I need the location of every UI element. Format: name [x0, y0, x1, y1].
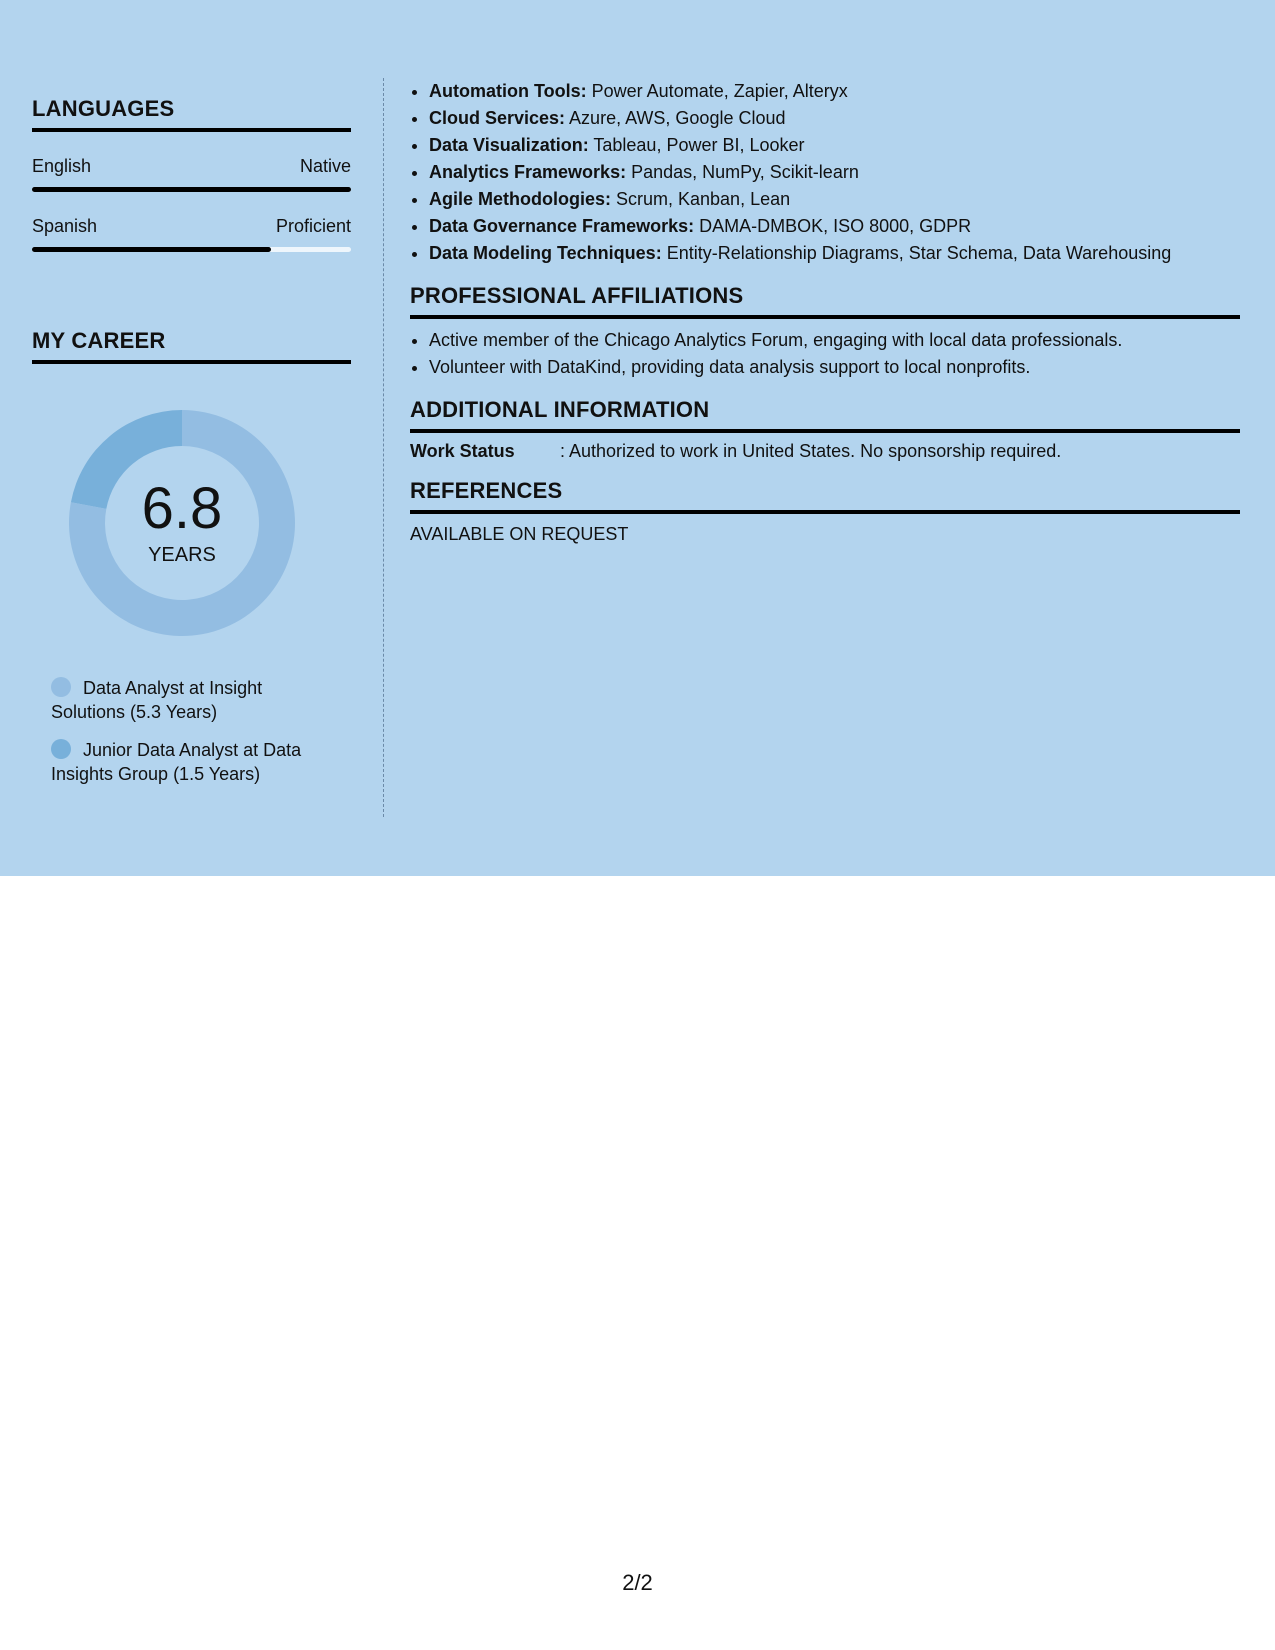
language-proficiency-fill — [32, 187, 351, 192]
language-item — [32, 216, 351, 252]
legend-item — [51, 676, 341, 724]
legend-label: Junior Data Analyst at Data Insights Group (1.5 Years) — [51, 740, 302, 784]
column-divider — [383, 78, 384, 817]
language-proficiency-fill — [32, 247, 271, 252]
career-donut-chart — [67, 408, 297, 638]
language-name: Spanish — [32, 216, 98, 236]
affiliation-item: • Volunteer with DataKind, providing data analysis support to local nonprofits. — [429, 354, 1240, 381]
language-proficiency-bar — [32, 247, 351, 252]
career-total-value: 6.8 — [141, 475, 223, 541]
right-column — [410, 78, 1240, 545]
work-status-row — [410, 441, 1240, 462]
skill-item — [429, 186, 1240, 213]
skill-label: Agile Methodologies: — [429, 189, 611, 209]
skill-label: Data Modeling Techniques: — [429, 243, 662, 263]
skill-value: Entity-Relationship Diagrams, Star Schema, Data Warehousing — [661, 243, 1172, 263]
skill-value: Pandas, NumPy, Scikit-learn — [626, 162, 859, 182]
affiliation-item: • Active member of the Chicago Analytics Forum, engaging with local data professionals. — [429, 327, 1240, 354]
work-status-label: Work Status — [410, 441, 515, 461]
skill-value: Tableau, Power BI, Looker — [588, 135, 805, 155]
skill-item — [429, 240, 1240, 267]
legend-dot-icon — [51, 677, 71, 697]
skill-item — [429, 132, 1240, 159]
affiliations-list — [410, 327, 1240, 381]
skill-item — [429, 159, 1240, 186]
affiliations-heading: PROFESSIONAL AFFILIATIONS — [410, 283, 1240, 319]
languages-heading: LANGUAGES — [32, 96, 351, 132]
skill-label: Data Governance Frameworks: — [429, 216, 695, 236]
legend-item — [51, 738, 341, 786]
language-name: English — [32, 156, 92, 176]
skill-label: Automation Tools: — [429, 81, 587, 101]
legend-dot-icon — [51, 739, 71, 759]
language-level: Proficient — [275, 216, 351, 236]
language-item — [32, 156, 351, 192]
language-proficiency-bar — [32, 187, 351, 192]
skill-label: Cloud Services: — [429, 108, 566, 128]
language-level: Native — [299, 156, 351, 176]
skill-value: Power Automate, Zapier, Alteryx — [586, 81, 848, 101]
skill-label: Analytics Frameworks: — [429, 162, 627, 182]
skill-value: Azure, AWS, Google Cloud — [565, 108, 786, 128]
career-total-unit: YEARS — [148, 543, 216, 566]
references-text: AVAILABLE ON REQUEST — [410, 524, 629, 544]
additional-info-heading: ADDITIONAL INFORMATION — [410, 397, 1240, 433]
skills-list — [410, 78, 1240, 267]
career-heading: MY CAREER — [32, 328, 351, 364]
skill-label: Data Visualization: — [429, 135, 589, 155]
skill-value: Scrum, Kanban, Lean — [611, 189, 791, 209]
skill-item — [429, 105, 1240, 132]
skill-item — [429, 78, 1240, 105]
legend-label: Data Analyst at Insight Solutions (5.3 Years) — [51, 678, 263, 722]
left-column — [32, 78, 351, 800]
skill-value: DAMA-DMBOK, ISO 8000, GDPR — [694, 216, 972, 236]
references-heading: REFERENCES — [410, 478, 1240, 514]
career-legend — [51, 676, 341, 786]
work-status-value: : Authorized to work in United States. No sponsorship required. — [560, 441, 1062, 461]
skill-item — [429, 213, 1240, 240]
page-number: 2/2 — [622, 1570, 653, 1595]
